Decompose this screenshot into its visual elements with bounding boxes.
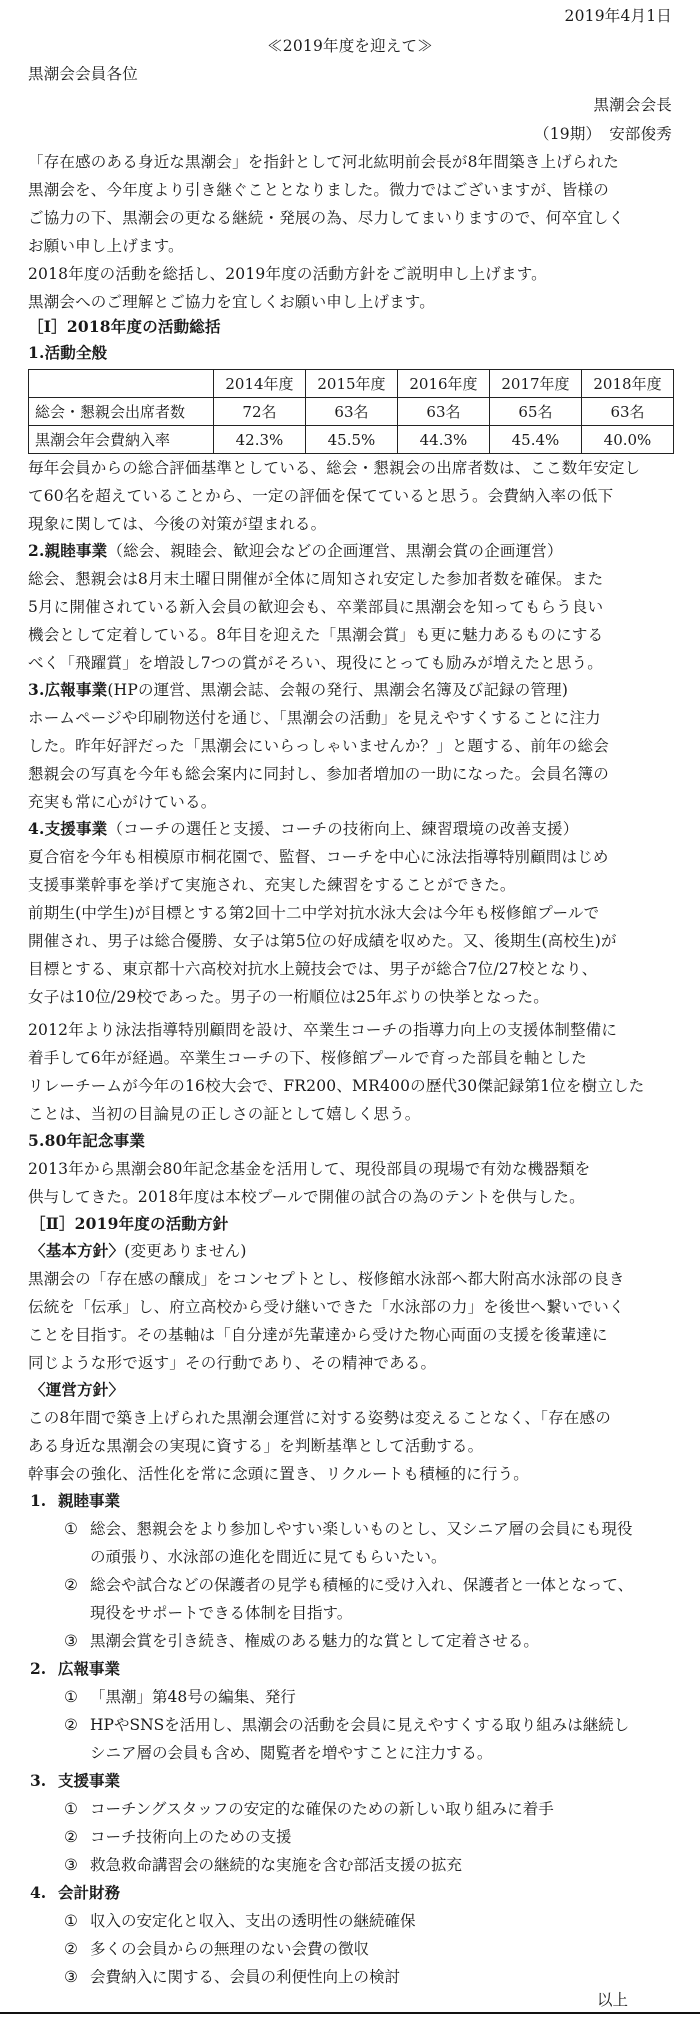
table-row: 総会・懇親会出席者数 72名 63名 63名 65名 63名 xyxy=(29,398,674,426)
bottom-rule xyxy=(0,2012,700,2014)
subsection-heading-80th-anniversary: 5.80年記念事業 xyxy=(28,1131,146,1150)
section-heading-part1: ［Ⅰ］2018年度の活動総括 xyxy=(28,317,221,336)
basic-policy-heading: 〈基本方針〉(変更ありません) xyxy=(30,1241,247,1260)
operation-policy-heading: 〈運営方針〉 xyxy=(30,1380,125,1399)
addressee: 黒潮会会員各位 xyxy=(28,65,138,83)
activity-stats-table xyxy=(28,369,674,454)
document-date: 2019年4月1日 xyxy=(564,7,672,25)
table-row: 黒潮会年会費納入率 42.3% 45.5% 44.3% 45.4% 40.0% xyxy=(29,426,674,454)
subsection-heading-support: 4.支援事業（コーチの選任と支援、コーチの技術向上、練習環境の改善支援） xyxy=(28,819,579,838)
document-title: ≪2019年度を迎えて≫ xyxy=(267,37,433,55)
sender-title: 黒潮会会長 xyxy=(593,96,672,114)
sender-name: （19期） 安部俊秀 xyxy=(534,125,672,143)
closing-text: 以上 xyxy=(597,1991,629,2009)
subsection-heading-fellowship: 2.親睦事業（総会、親睦会、歓迎会などの企画運営、黒潮会賞の企画運営） xyxy=(28,541,563,560)
section-heading-part2: ［Ⅱ］2019年度の活動方針 xyxy=(30,1214,229,1233)
subsection-heading-publicity: 3.広報事業(HPの運営、黒潮会誌、会報の発行、黒潮会名簿及び記録の管理) xyxy=(28,680,569,699)
subsection-heading-activity-overview: 1.活動全般 xyxy=(28,343,108,362)
table-header-row: 2014年度 2015年度 2016年度 2017年度 2018年度 xyxy=(29,370,674,398)
